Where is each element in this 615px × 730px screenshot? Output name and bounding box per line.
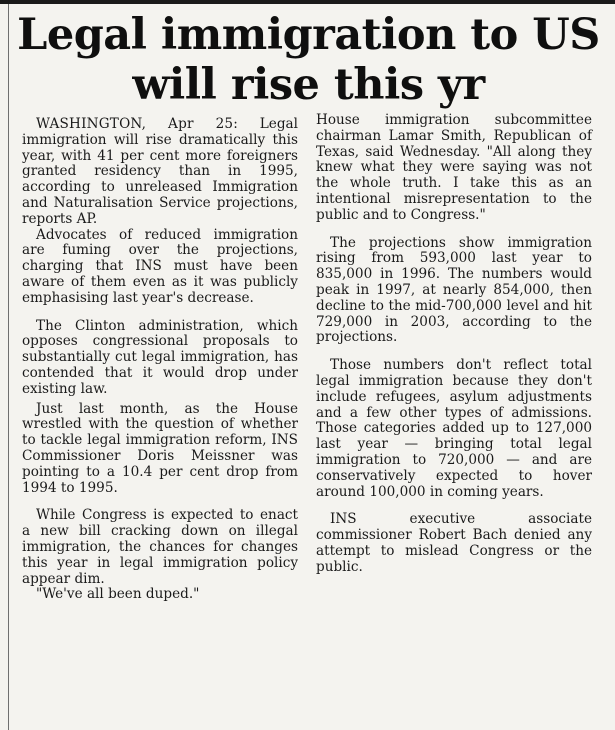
paragraph-2: Advocates of reduced immigration are fuming over the projections, charging that INS must have been aware of them even as it was publicly emphasising last year's decrease. [22, 226, 298, 306]
dateline: WASHINGTON, Apr 25: [36, 116, 239, 132]
paragraph-6: "We've all been duped." [36, 586, 200, 603]
paragraph-10: INS executive associate commissioner Robert Bach denied any attempt to mislead Congress or the public. [316, 511, 592, 575]
paragraph-4: Just last month, as the House wrestled with the question of whether to tackle legal immigration reform, INS Commissioner Doris Meissner was pointing to a 10.4 per cent drop from 1994 to 1995. [22, 400, 298, 496]
column-rule [8, 4, 9, 730]
paragraph-1-text: Legal immigration will rise dramatically this year, with 41 per cent more foreigners granted residency than in 1995, according to unreleased Immigration and Naturalisation Service projections, reports AP. [22, 116, 298, 227]
headline [16, 10, 601, 110]
paragraph-5: While Congress is expected to enact a new bill cracking down on illegal immigration, the chances for changes this year in legal immigration policy appear dim. [22, 507, 298, 587]
paragraph-1 [22, 117, 298, 228]
paragraph-9: Those numbers don't reflect total legal immigration because they don't include refugees, asylum adjustments and a few other types of admissions. Those categories added up to 127,000 last year — bringing total legal immigration to 720,000 — and are conservatively expected to hover around 100,000 in coming years. [316, 357, 592, 500]
top-rule [0, 0, 615, 4]
right-column [316, 113, 592, 576]
left-column [22, 117, 298, 603]
paragraph-8: The projections show immigration rising from 593,000 last year to 835,000 in 1996. The numbers would peak in 1997, at nearly 854,000, then decline to the mid-700,000 level and hit 729,000 in 2003, according to the projections. [316, 234, 592, 346]
paragraph-7: House immigration subcommittee chairman Lamar Smith, Republican of Texas, said Wednesday. "All along they knew what they were saying was not the whole truth. I take this as an intentional misrepresentation to the public and to Congress." [316, 112, 592, 223]
headline-line-2: will rise this yr [132, 60, 485, 110]
headline-line-1: Legal immigration to US [17, 10, 600, 60]
paragraph-3: The Clinton administration, which opposes congressional proposals to substantially cut legal immigration, has contended that it would drop under existing law. [22, 317, 298, 397]
